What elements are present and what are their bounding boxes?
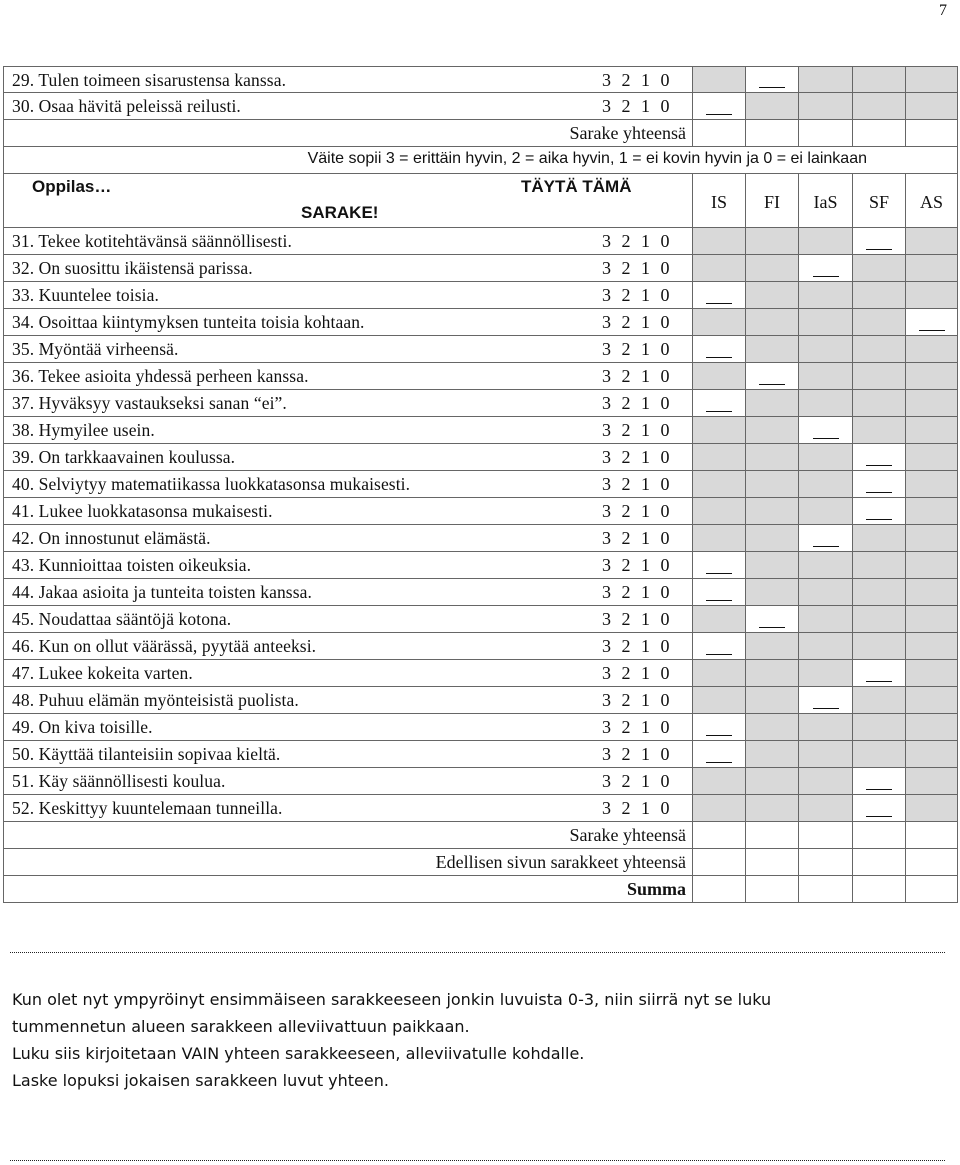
shaded-cell	[853, 363, 906, 389]
shaded-cell	[799, 498, 853, 524]
total-cell[interactable]	[746, 822, 799, 848]
shaded-cell	[693, 525, 746, 551]
column-total-row	[3, 120, 958, 147]
shaded-cell	[906, 444, 958, 470]
column-header-label: IS	[710, 192, 727, 212]
item-text: 43. Kunnioittaa toisten oikeuksia.	[12, 555, 252, 575]
total-cell[interactable]	[906, 849, 958, 875]
shaded-cell	[799, 228, 853, 254]
shaded-cell	[906, 498, 958, 524]
answer-blank[interactable]	[813, 708, 839, 709]
rating-scale[interactable]: 3 2 1 0	[602, 690, 670, 710]
shaded-cell	[799, 714, 853, 740]
item-row	[3, 498, 958, 525]
item-text: 37. Hyväksyy vastaukseksi sanan “ei”.	[12, 393, 287, 413]
answer-blank[interactable]	[813, 276, 839, 277]
total-cell[interactable]	[746, 849, 799, 875]
shaded-cell	[906, 660, 958, 686]
fill-column-note: SARAKE!	[301, 203, 379, 222]
item-row	[3, 633, 958, 660]
column-header-fi	[746, 174, 799, 227]
shaded-cell	[799, 363, 853, 389]
shaded-cell	[853, 741, 906, 767]
header-cell	[3, 174, 693, 227]
shaded-cell	[693, 363, 746, 389]
footer-row	[3, 822, 958, 849]
shaded-cell	[693, 228, 746, 254]
rating-scale[interactable]: 3 2 1 0	[602, 70, 670, 90]
shaded-cell	[693, 471, 746, 497]
shaded-cell	[746, 309, 799, 335]
fill-column-note: TÄYTÄ TÄMÄ	[521, 177, 632, 196]
item-text: 48. Puhuu elämän myönteisistä puolista.	[12, 690, 299, 710]
shaded-cell	[746, 444, 799, 470]
item-cell	[3, 309, 693, 335]
rating-table	[3, 66, 958, 903]
item-cell	[3, 687, 693, 713]
rating-scale[interactable]: 3 2 1 0	[602, 231, 670, 251]
shaded-cell	[693, 606, 746, 632]
shaded-cell	[906, 714, 958, 740]
total-label-cell	[3, 120, 693, 146]
answer-blank[interactable]	[813, 438, 839, 439]
total-cell[interactable]	[799, 876, 853, 902]
item-row	[3, 282, 958, 309]
total-cell[interactable]	[906, 822, 958, 848]
dotted-divider	[10, 952, 945, 953]
item-cell	[3, 282, 693, 308]
shaded-cell	[693, 67, 746, 92]
shaded-cell	[853, 390, 906, 416]
column-header-label: FI	[763, 192, 780, 212]
shaded-cell	[853, 417, 906, 443]
answer-cell[interactable]	[853, 471, 906, 497]
column-header-as	[906, 174, 958, 227]
shaded-cell	[746, 93, 799, 119]
instruction-line: Luku siis kirjoitetaan VAIN yhteen sarakkeeseen, alleviivatulle kohdalle.	[12, 1044, 585, 1063]
answer-cell[interactable]	[693, 633, 746, 659]
shaded-cell	[906, 363, 958, 389]
shaded-cell	[746, 768, 799, 794]
shaded-cell	[746, 795, 799, 821]
item-text: 38. Hymyilee usein.	[12, 420, 155, 440]
item-text: 52. Keskittyy kuuntelemaan tunneilla.	[12, 798, 283, 818]
answer-blank[interactable]	[706, 357, 732, 358]
item-row	[3, 93, 958, 120]
answer-cell[interactable]	[799, 255, 853, 281]
item-row	[3, 471, 958, 498]
item-row	[3, 660, 958, 687]
footer-label: Edellisen sivun sarakkeet yhteensä	[435, 852, 686, 872]
item-text: 31. Tekee kotitehtävänsä säännöllisesti.	[12, 231, 292, 251]
item-cell	[3, 390, 693, 416]
item-cell	[3, 498, 693, 524]
shaded-cell	[799, 390, 853, 416]
shaded-cell	[906, 633, 958, 659]
footer-label: Sarake yhteensä	[569, 825, 686, 845]
shaded-cell	[799, 633, 853, 659]
answer-blank[interactable]	[866, 789, 892, 790]
shaded-cell	[853, 525, 906, 551]
rating-scale[interactable]: 3 2 1 0	[602, 771, 670, 791]
shaded-cell	[853, 714, 906, 740]
rating-scale[interactable]: 3 2 1 0	[602, 420, 670, 440]
rating-scale[interactable]: 3 2 1 0	[602, 663, 670, 683]
shaded-cell	[746, 498, 799, 524]
rating-scale[interactable]: 3 2 1 0	[602, 366, 670, 386]
page-number: 7	[939, 2, 947, 19]
item-text: 34. Osoittaa kiintymyksen tunteita toisia kohtaan.	[12, 312, 365, 332]
shaded-cell	[853, 336, 906, 362]
shaded-cell	[693, 309, 746, 335]
item-row	[3, 363, 958, 390]
answer-blank[interactable]	[706, 303, 732, 304]
item-text: 39. On tarkkaavainen koulussa.	[12, 447, 236, 467]
shaded-cell	[799, 120, 853, 146]
shaded-cell	[799, 471, 853, 497]
total-cell[interactable]	[693, 849, 746, 875]
shaded-cell	[906, 795, 958, 821]
item-text: 40. Selviytyy matematiikassa luokkatasonsa mukaisesti.	[12, 474, 411, 494]
answer-blank[interactable]	[866, 816, 892, 817]
total-cell[interactable]	[693, 876, 746, 902]
shaded-cell	[693, 498, 746, 524]
item-text: 30. Osaa hävitä peleissä reilusti.	[12, 96, 241, 116]
shaded-cell	[693, 417, 746, 443]
rating-scale[interactable]: 3 2 1 0	[602, 555, 670, 575]
item-text: 36. Tekee asioita yhdessä perheen kanssa.	[12, 366, 309, 386]
shaded-cell	[746, 471, 799, 497]
rating-scale[interactable]: 3 2 1 0	[602, 96, 670, 116]
column-header-label: AS	[919, 192, 943, 212]
item-row	[3, 741, 958, 768]
answer-cell[interactable]	[853, 498, 906, 524]
item-cell	[3, 471, 693, 497]
answer-cell[interactable]	[746, 67, 799, 92]
rating-scale[interactable]: 3 2 1 0	[602, 582, 670, 602]
item-cell	[3, 67, 693, 92]
shaded-cell	[746, 282, 799, 308]
shaded-cell	[906, 768, 958, 794]
item-cell	[3, 714, 693, 740]
total-cell[interactable]	[693, 822, 746, 848]
answer-cell[interactable]	[693, 93, 746, 119]
shaded-cell	[906, 741, 958, 767]
student-label: Oppilas…	[32, 177, 112, 196]
rating-scale[interactable]: 3 2 1 0	[602, 339, 670, 359]
item-cell	[3, 660, 693, 686]
answer-blank[interactable]	[919, 330, 945, 331]
rating-scale[interactable]: 3 2 1 0	[602, 474, 670, 494]
answer-blank[interactable]	[813, 546, 839, 547]
shaded-cell	[799, 768, 853, 794]
answer-blank[interactable]	[759, 87, 785, 88]
shaded-cell	[906, 93, 958, 119]
item-cell	[3, 255, 693, 281]
shaded-cell	[746, 525, 799, 551]
item-cell	[3, 795, 693, 821]
shaded-cell	[799, 579, 853, 605]
shaded-cell	[799, 282, 853, 308]
instructions	[12, 986, 771, 1094]
shaded-cell	[906, 552, 958, 578]
item-text: 45. Noudattaa sääntöjä kotona.	[12, 609, 232, 629]
answer-cell[interactable]	[693, 741, 746, 767]
scale-legend: Väite sopii 3 = erittäin hyvin, 2 = aika hyvin, 1 = ei kovin hyvin ja 0 = ei lainkaan	[307, 150, 867, 167]
item-text: 35. Myöntää virheensä.	[12, 339, 179, 359]
item-row	[3, 309, 958, 336]
shaded-cell	[693, 120, 746, 146]
answer-cell[interactable]	[799, 417, 853, 443]
footer-label-cell	[3, 849, 693, 875]
shaded-cell	[799, 309, 853, 335]
answer-cell[interactable]	[693, 552, 746, 578]
item-cell	[3, 741, 693, 767]
shaded-cell	[799, 67, 853, 92]
shaded-cell	[746, 336, 799, 362]
item-text: 50. Käyttää tilanteisiin sopivaa kieltä.	[12, 744, 281, 764]
answer-cell[interactable]	[746, 363, 799, 389]
answer-cell[interactable]	[746, 606, 799, 632]
shaded-cell	[799, 606, 853, 632]
item-row	[3, 336, 958, 363]
item-cell	[3, 336, 693, 362]
item-row	[3, 606, 958, 633]
item-cell	[3, 606, 693, 632]
total-cell[interactable]	[853, 876, 906, 902]
answer-blank[interactable]	[706, 762, 732, 763]
item-text: 46. Kun on ollut väärässä, pyytää anteeksi.	[12, 636, 317, 656]
answer-cell[interactable]	[853, 768, 906, 794]
shaded-cell	[693, 795, 746, 821]
shaded-cell	[746, 390, 799, 416]
shaded-cell	[693, 660, 746, 686]
item-row	[3, 552, 958, 579]
shaded-cell	[906, 471, 958, 497]
shaded-cell	[799, 741, 853, 767]
answer-blank[interactable]	[706, 654, 732, 655]
sum-label: Summa	[626, 879, 686, 899]
shaded-cell	[853, 282, 906, 308]
shaded-cell	[853, 633, 906, 659]
item-row	[3, 768, 958, 795]
rating-scale[interactable]: 3 2 1 0	[602, 447, 670, 467]
rating-scale[interactable]: 3 2 1 0	[602, 393, 670, 413]
shaded-cell	[746, 660, 799, 686]
answer-cell[interactable]	[853, 795, 906, 821]
answer-blank[interactable]	[706, 573, 732, 574]
shaded-cell	[853, 552, 906, 578]
shaded-cell	[746, 552, 799, 578]
shaded-cell	[906, 606, 958, 632]
shaded-cell	[799, 93, 853, 119]
total-cell[interactable]	[906, 876, 958, 902]
column-total-label: Sarake yhteensä	[569, 123, 686, 143]
item-cell	[3, 93, 693, 119]
shaded-cell	[906, 687, 958, 713]
answer-blank[interactable]	[866, 465, 892, 466]
rating-scale[interactable]: 3 2 1 0	[602, 744, 670, 764]
answer-cell[interactable]	[853, 228, 906, 254]
shaded-cell	[693, 255, 746, 281]
shaded-cell	[799, 552, 853, 578]
answer-cell[interactable]	[693, 390, 746, 416]
shaded-cell	[853, 255, 906, 281]
rating-scale[interactable]: 3 2 1 0	[602, 717, 670, 737]
item-row	[3, 228, 958, 255]
item-text: 44. Jakaa asioita ja tunteita toisten kanssa.	[12, 582, 312, 602]
instruction-line: tummennetun alueen sarakkeen alleviivattuun paikkaan.	[12, 1017, 470, 1036]
answer-blank[interactable]	[706, 735, 732, 736]
shaded-cell	[746, 579, 799, 605]
footer-label-cell	[3, 822, 693, 848]
column-header-label: SF	[868, 192, 890, 212]
shaded-cell	[746, 228, 799, 254]
item-text: 49. On kiva toisille.	[12, 717, 153, 737]
total-cell[interactable]	[853, 849, 906, 875]
item-cell	[3, 579, 693, 605]
shaded-cell	[799, 660, 853, 686]
shaded-cell	[853, 309, 906, 335]
answer-cell[interactable]	[693, 579, 746, 605]
shaded-cell	[906, 525, 958, 551]
shaded-cell	[906, 579, 958, 605]
item-row	[3, 579, 958, 606]
answer-cell[interactable]	[799, 687, 853, 713]
item-row	[3, 417, 958, 444]
column-header-label: IaS	[813, 192, 838, 212]
rating-scale[interactable]: 3 2 1 0	[602, 258, 670, 278]
answer-blank[interactable]	[866, 492, 892, 493]
rating-scale[interactable]: 3 2 1 0	[602, 312, 670, 332]
shaded-cell	[853, 120, 906, 146]
item-text: 51. Käy säännöllisesti koulua.	[12, 771, 226, 791]
total-cell[interactable]	[799, 822, 853, 848]
rating-scale[interactable]: 3 2 1 0	[602, 285, 670, 305]
answer-blank[interactable]	[706, 114, 732, 115]
shaded-cell	[746, 255, 799, 281]
shaded-cell	[746, 633, 799, 659]
legend-cell	[3, 147, 958, 173]
item-row	[3, 390, 958, 417]
item-row	[3, 255, 958, 282]
item-text: 29. Tulen toimeen sisarustensa kanssa.	[12, 70, 287, 90]
scale-legend-row	[3, 147, 958, 174]
item-cell	[3, 552, 693, 578]
shaded-cell	[693, 687, 746, 713]
rating-scale[interactable]: 3 2 1 0	[602, 609, 670, 629]
footer-row	[3, 849, 958, 876]
shaded-cell	[746, 417, 799, 443]
answer-cell[interactable]	[693, 714, 746, 740]
answer-blank[interactable]	[866, 681, 892, 682]
answer-cell[interactable]	[693, 282, 746, 308]
shaded-cell	[906, 336, 958, 362]
rating-scale[interactable]: 3 2 1 0	[602, 501, 670, 521]
instruction-line: Laske lopuksi jokaisen sarakkeen luvut yhteen.	[12, 1071, 389, 1090]
shaded-cell	[906, 255, 958, 281]
shaded-cell	[853, 606, 906, 632]
column-header-ias	[799, 174, 853, 227]
answer-blank[interactable]	[866, 249, 892, 250]
item-row	[3, 66, 958, 93]
answer-cell[interactable]	[853, 444, 906, 470]
total-cell[interactable]	[746, 876, 799, 902]
shaded-cell	[746, 687, 799, 713]
answer-blank[interactable]	[706, 600, 732, 601]
shaded-cell	[746, 741, 799, 767]
dotted-divider	[10, 1160, 945, 1161]
rating-scale[interactable]: 3 2 1 0	[602, 798, 670, 818]
answer-blank[interactable]	[759, 627, 785, 628]
rating-scale[interactable]: 3 2 1 0	[602, 528, 670, 548]
shaded-cell	[746, 120, 799, 146]
rating-scale[interactable]: 3 2 1 0	[602, 636, 670, 656]
shaded-cell	[906, 282, 958, 308]
item-text: 47. Lukee kokeita varten.	[12, 663, 193, 683]
shaded-cell	[693, 444, 746, 470]
header-row	[3, 174, 958, 228]
footer-label-cell	[3, 876, 693, 902]
answer-cell[interactable]	[799, 525, 853, 551]
column-header-is	[693, 174, 746, 227]
footer-row	[3, 876, 958, 903]
item-row	[3, 687, 958, 714]
answer-blank[interactable]	[706, 411, 732, 412]
shaded-cell	[906, 67, 958, 92]
shaded-cell	[853, 67, 906, 92]
shaded-cell	[799, 795, 853, 821]
item-cell	[3, 633, 693, 659]
answer-cell[interactable]	[853, 660, 906, 686]
answer-cell[interactable]	[906, 309, 958, 335]
total-cell[interactable]	[799, 849, 853, 875]
answer-blank[interactable]	[759, 384, 785, 385]
item-cell	[3, 444, 693, 470]
shaded-cell	[799, 336, 853, 362]
item-row	[3, 525, 958, 552]
shaded-cell	[853, 93, 906, 119]
shaded-cell	[906, 228, 958, 254]
item-text: 33. Kuuntelee toisia.	[12, 285, 159, 305]
item-row	[3, 444, 958, 471]
answer-blank[interactable]	[866, 519, 892, 520]
item-row	[3, 795, 958, 822]
total-cell[interactable]	[853, 822, 906, 848]
shaded-cell	[693, 768, 746, 794]
shaded-cell	[853, 687, 906, 713]
item-cell	[3, 228, 693, 254]
instruction-line: Kun olet nyt ympyröinyt ensimmäiseen sarakkeeseen jonkin luvuista 0-3, niin siirrä nyt se luku	[12, 990, 772, 1009]
item-text: 42. On innostunut elämästä.	[12, 528, 211, 548]
shaded-cell	[906, 417, 958, 443]
item-cell	[3, 363, 693, 389]
shaded-cell	[746, 714, 799, 740]
item-row	[3, 714, 958, 741]
shaded-cell	[799, 444, 853, 470]
shaded-cell	[906, 390, 958, 416]
item-text: 32. On suosittu ikäistensä parissa.	[12, 258, 253, 278]
shaded-cell	[853, 579, 906, 605]
column-header-sf	[853, 174, 906, 227]
item-cell	[3, 417, 693, 443]
shaded-cell	[906, 120, 958, 146]
answer-cell[interactable]	[693, 336, 746, 362]
item-cell	[3, 768, 693, 794]
item-cell	[3, 525, 693, 551]
item-text: 41. Lukee luokkatasonsa mukaisesti.	[12, 501, 273, 521]
